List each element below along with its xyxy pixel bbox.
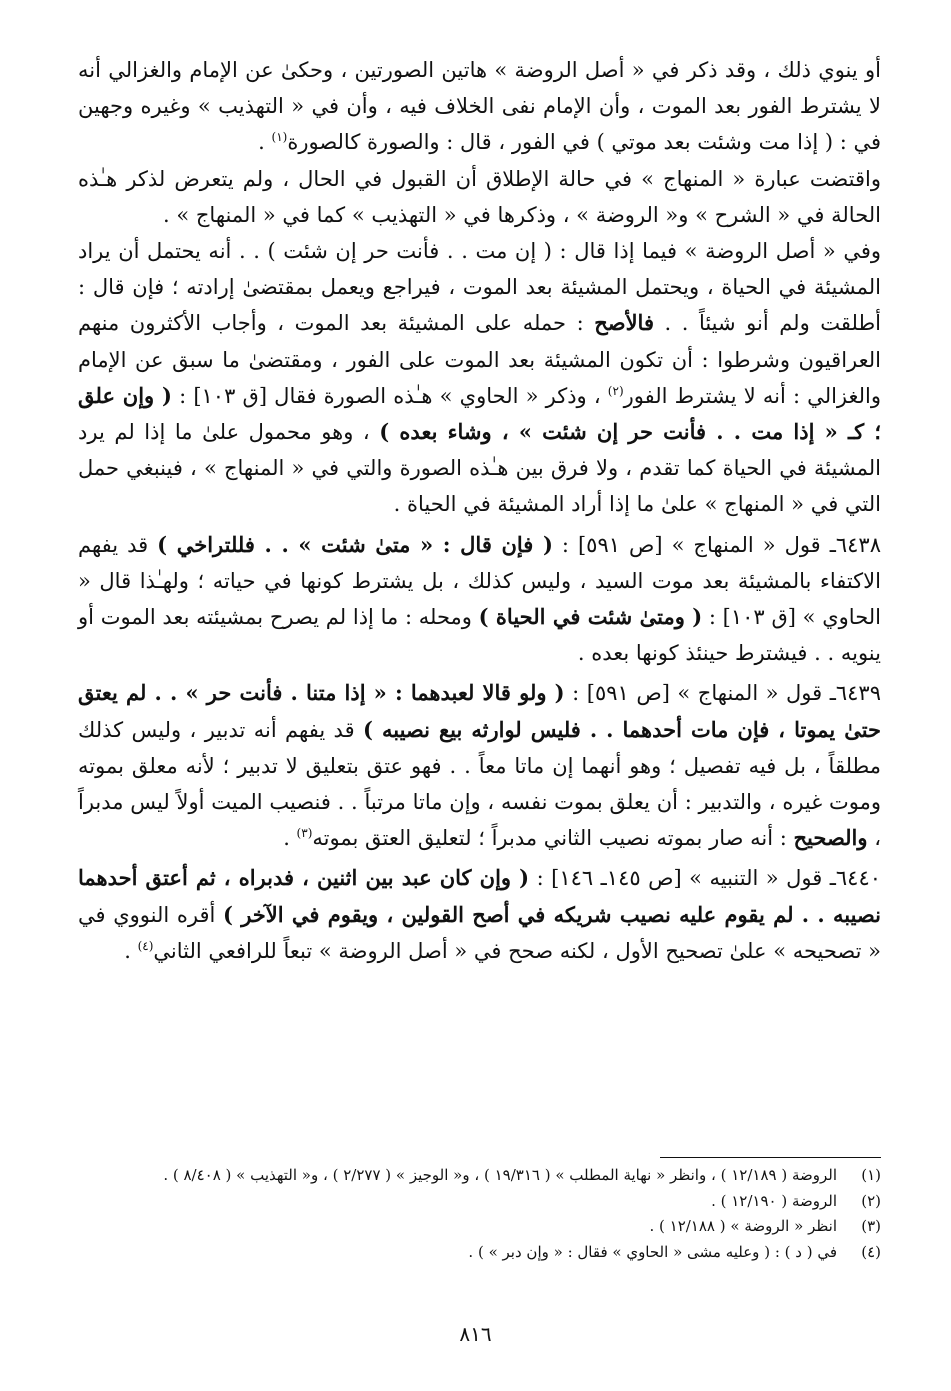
text-segment: ومحله : ما إذا لم يصرح بمشيئته بعد الموت أو ينويه . . فيشترط حينئذ كونها بعده . xyxy=(78,605,881,666)
paragraph-p1 xyxy=(78,52,881,161)
footnote-ref: (١) xyxy=(271,130,288,145)
text-segment: . xyxy=(124,938,138,963)
quoted-text: ( ولو قالا لعبدهما : « إذا متنا . فأنت حر » . . لم يعتق حتىٰ يموتا ، فإن مات أحدهما . . فليس لوارثه بيع نصيبه ) xyxy=(78,680,882,742)
footnote xyxy=(78,1163,881,1189)
footnote-number: (٢) xyxy=(861,1191,881,1210)
text-segment: وفي « أصل الروضة » فيما إذا قال : ( إن مت . . فأنت حر إن شئت ) . . أنه يحتمل أن يراد المشيئة في الحياة ، ويحتمل المشيئة بعد الموت ، فيراجع ويعمل بمقتضىٰ إرادته ؛ فإن قال : أطلقت ولم أنو شيئاً . . xyxy=(78,239,881,336)
text-segment: واقتضت عبارة « المنهاج » في حالة الإطلاق أن القبول في الحال ، ولم يتعرض لذكر هـٰذه الحالة في « الشرح » و« الروضة » ، وذكرها في « التهذيب » كما في « المنهاج » . xyxy=(78,166,881,227)
text-segment: . xyxy=(283,826,297,851)
footnote-text: في ( د ) : ( وعليه مشى « الحاوي » فقال : « وإن دبر » ) . xyxy=(468,1242,837,1261)
footnote xyxy=(78,1240,881,1266)
paragraph-p3 xyxy=(78,233,881,523)
text-segment: ٦٤٤٠ـ قول « التنبيه » [ص ١٤٥ـ ١٤٦] : xyxy=(529,866,882,891)
footnote-ref: (٢) xyxy=(607,383,624,398)
text-segment: ٦٤٣٩ـ قول « المنهاج » [ص ٥٩١] : xyxy=(564,681,881,706)
footnote-ref: (٣) xyxy=(296,826,313,841)
text-segment: ٦٤٣٨ـ قول « المنهاج » [ص ٥٩١] : xyxy=(552,532,881,557)
text-segment: قد يفهم أنه تدبير ، وليس كذلك مطلقاً ، بل فيه تفصيل ؛ وهو أنهما إن ماتا معاً . . فهو عتق بتعليق لا تدبير ؛ لأنه معلق بموته وموت غيره ، والتدبير : أن يعلق بموت نفسه ، وإن ماتا مرتباً . . فنصيب الميت أولاً ليس مدبراً ، xyxy=(78,717,881,851)
quoted-text: فالأصح xyxy=(594,310,654,336)
footnote-ref: (٤) xyxy=(137,938,154,953)
footnote-text: الروضة ( ١٢/١٩٠ ) . xyxy=(711,1191,837,1210)
footnote-text: انظر « الروضة » ( ١٢/١٨٨ ) . xyxy=(649,1217,837,1235)
footnote-number: (٤) xyxy=(861,1242,881,1261)
page-number: ٨١٦ xyxy=(459,1322,492,1346)
quoted-text: ( فإن قال : « متىٰ شئت » . . فللتراخي ) xyxy=(157,531,553,557)
text-segment: ، وذكر « الحاوي » هـٰذه الصورة فقال [ق ١٠٣] : xyxy=(171,383,608,408)
quoted-text: والصحيح xyxy=(793,825,868,851)
text-segment: : حمله على المشيئة بعد الموت ، وأجاب الأكثرون منهم العراقيون وشرطوا : أن تكون المشيئة بعد الموت على الفور ، ومقتضىٰ ما سبق عن الإمام والغزالي : أنه لا يشترط الفور xyxy=(78,311,882,408)
quoted-text: ( وإن علق ؛ كـ « إذا مت . . فأنت حر إن شئت » ، وشاء بعده ) xyxy=(78,382,881,445)
main-text xyxy=(78,52,881,969)
text-segment: قد يفهم الاكتفاء بالمشيئة بعد موت السيد ، وليس كذلك ، بل يشترط كونها في حياته ؛ ولهـٰذا قال « الحاوي » [ق ١٠٣] : xyxy=(78,532,881,630)
footnote xyxy=(78,1189,881,1215)
text-segment: أو ينوي ذلك ، وقد ذكر في « أصل الروضة » هاتين الصورتين ، وحكىٰ عن الإمام والغزالي أنه لا يشترط الفور بعد الموت ، وأن الإمام نفى الخلاف فيه ، وأن في « التهذيب » وغيره وجهين في : ( إذا مت وشئت بعد موتي ) في الفور ، قال : والصورة كالصورة xyxy=(78,58,881,155)
paragraph-p5 xyxy=(78,675,881,856)
text-segment: : أنه صار بموته نصيب الثاني مدبراً ؛ لتعليق العتق بموته xyxy=(312,826,794,851)
footnote-text: الروضة ( ١٢/١٨٩ ) ، وانظر « نهاية المطلب » ( ١٩/٣١٦ ) ، و« الوجيز » ( ٢/٢٧٧ ) ، و« التهذيب » ( ٨/٤٠٨ ) . xyxy=(163,1166,837,1184)
footnote-separator xyxy=(660,1157,881,1158)
quoted-text: ( ومتىٰ شئت في الحياة ) xyxy=(478,604,703,630)
paragraph-p2 xyxy=(78,161,881,233)
footnote-number: (٣) xyxy=(861,1217,881,1235)
footnote xyxy=(78,1214,881,1240)
text-segment: . xyxy=(258,130,272,155)
footnote-number: (١) xyxy=(861,1166,881,1184)
quoted-text: ( وإن كان عبد بين اثنين ، فدبراه ، ثم أعتق أحدهما نصيبه . . لم يقوم عليه نصيب شريكه في أصح القولين ، ويقوم في الآخر ) xyxy=(78,865,881,927)
text-segment: ، وهو محمول علىٰ ما إذا لم يرد المشيئة في الحياة كما تقدم ، ولا فرق بين هـٰذه الصورة والتي في « المنهاج » ، فينبغي حمل التي في « المنهاج » علىٰ ما إذا أراد المشيئة في الحياة . xyxy=(78,420,881,517)
footnotes xyxy=(78,1163,881,1265)
paragraph-p6 xyxy=(78,860,881,969)
paragraph-p4 xyxy=(78,527,881,672)
text-segment: أقره النووي في « تصحيحه » علىٰ تصحيح الأول ، لكنه صحح في « أصل الروضة » تبعاً للرافعي الثاني xyxy=(78,902,881,963)
